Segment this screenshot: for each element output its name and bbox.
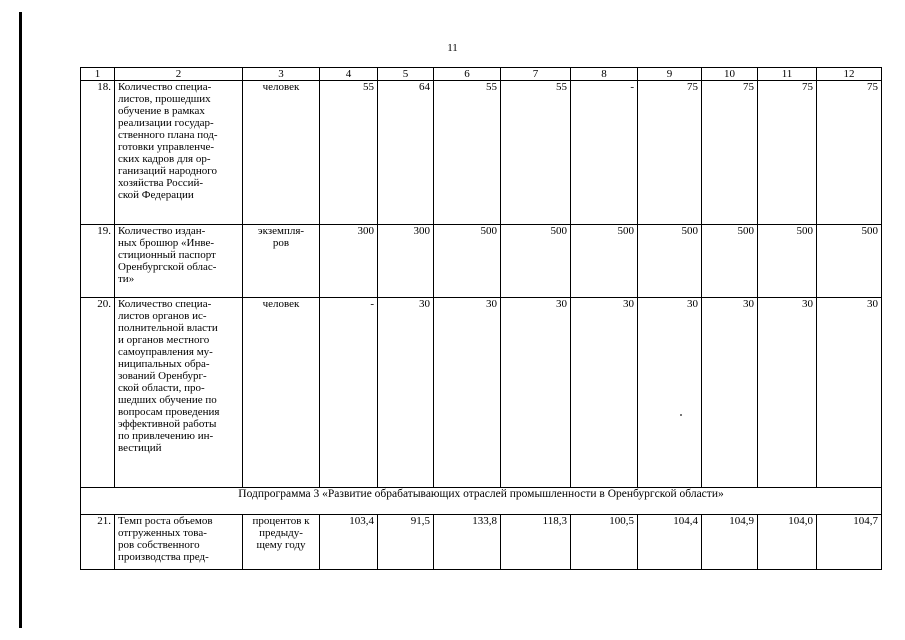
value-cell: 30 [501, 298, 571, 488]
col-header: 6 [434, 68, 501, 81]
unit: человек [243, 298, 320, 488]
indicator-name: Темп роста объемов отгруженных това- ров собственного производства пред- [115, 515, 243, 570]
col-header: 9 [638, 68, 702, 81]
value-cell: 30 [702, 298, 758, 488]
value-cell: 300 [320, 225, 378, 298]
value-cell: 104,4 [638, 515, 702, 570]
value-cell: 30 [434, 298, 501, 488]
value-cell: 500 [702, 225, 758, 298]
value-cell: 75 [702, 81, 758, 225]
table-row [81, 81, 882, 225]
value-cell: 64 [378, 81, 434, 225]
value-cell: 30 [817, 298, 882, 488]
value-cell: 104,0 [758, 515, 817, 570]
value-cell: 300 [378, 225, 434, 298]
indicators-table [80, 67, 882, 570]
value-cell: 55 [501, 81, 571, 225]
row-number: 21. [81, 515, 115, 570]
table-row [81, 515, 882, 570]
value-cell: 500 [571, 225, 638, 298]
value-cell: 30 [571, 298, 638, 488]
col-header: 4 [320, 68, 378, 81]
value-cell: - [571, 81, 638, 225]
value-cell: 118,3 [501, 515, 571, 570]
col-header: 5 [378, 68, 434, 81]
value-cell: 30 [378, 298, 434, 488]
value-cell: 100,5 [571, 515, 638, 570]
col-header: 2 [115, 68, 243, 81]
value-cell: 55 [320, 81, 378, 225]
value-cell: 500 [817, 225, 882, 298]
value-cell: 133,8 [434, 515, 501, 570]
unit: экземпля- ров [243, 225, 320, 298]
col-header: 1 [81, 68, 115, 81]
value-cell: - [320, 298, 378, 488]
value-cell: 500 [434, 225, 501, 298]
value-cell: 75 [638, 81, 702, 225]
value-cell: 104,7 [817, 515, 882, 570]
value-cell: 500 [638, 225, 702, 298]
left-margin-bar [19, 12, 22, 628]
indicator-name: Количество издан- ных брошюр «Инве- стиционный паспорт Оренбургской облас- ти» [115, 225, 243, 298]
unit: человек [243, 81, 320, 225]
value-cell: 75 [817, 81, 882, 225]
col-header: 8 [571, 68, 638, 81]
col-header: 3 [243, 68, 320, 81]
table-row [81, 298, 882, 488]
col-header: 7 [501, 68, 571, 81]
indicator-name: Количество специа- листов, прошедших обучение в рамках реализации государ- ственного плана под- готовки управленче- ских кадров для ор- ганизаций народного хозяйства Россий- ской Федерации [115, 81, 243, 225]
unit: процентов к предыду- щему году [243, 515, 320, 570]
row-number: 18. [81, 81, 115, 225]
col-header: 10 [702, 68, 758, 81]
table-row [81, 225, 882, 298]
value-cell: 103,4 [320, 515, 378, 570]
page-number: 11 [447, 42, 458, 54]
col-header: 12 [817, 68, 882, 81]
value-cell: 500 [758, 225, 817, 298]
section-row [81, 488, 882, 515]
value-cell: 55 [434, 81, 501, 225]
col-header: 11 [758, 68, 817, 81]
row-number: 20. [81, 298, 115, 488]
value-cell: 500 [501, 225, 571, 298]
value-cell: 104,9 [702, 515, 758, 570]
row-number: 19. [81, 225, 115, 298]
value-cell: 30 [758, 298, 817, 488]
indicator-name: Количество специа- листов органов ис- полнительной власти и органов местного самоуправления му- ниципальных обра- зований Оренбург- ской области, про- шедших обучение по вопросам проведения эффективной работы по привлечению ин- вестиций [115, 298, 243, 488]
value-cell: 91,5 [378, 515, 434, 570]
column-number-row [81, 68, 882, 81]
subprogram-title: Подпрограмма 3 «Развитие обрабатывающих отраслей промышленности в Оренбургской области» [81, 488, 882, 515]
value-cell: 30 [638, 298, 702, 488]
value-cell: 75 [758, 81, 817, 225]
